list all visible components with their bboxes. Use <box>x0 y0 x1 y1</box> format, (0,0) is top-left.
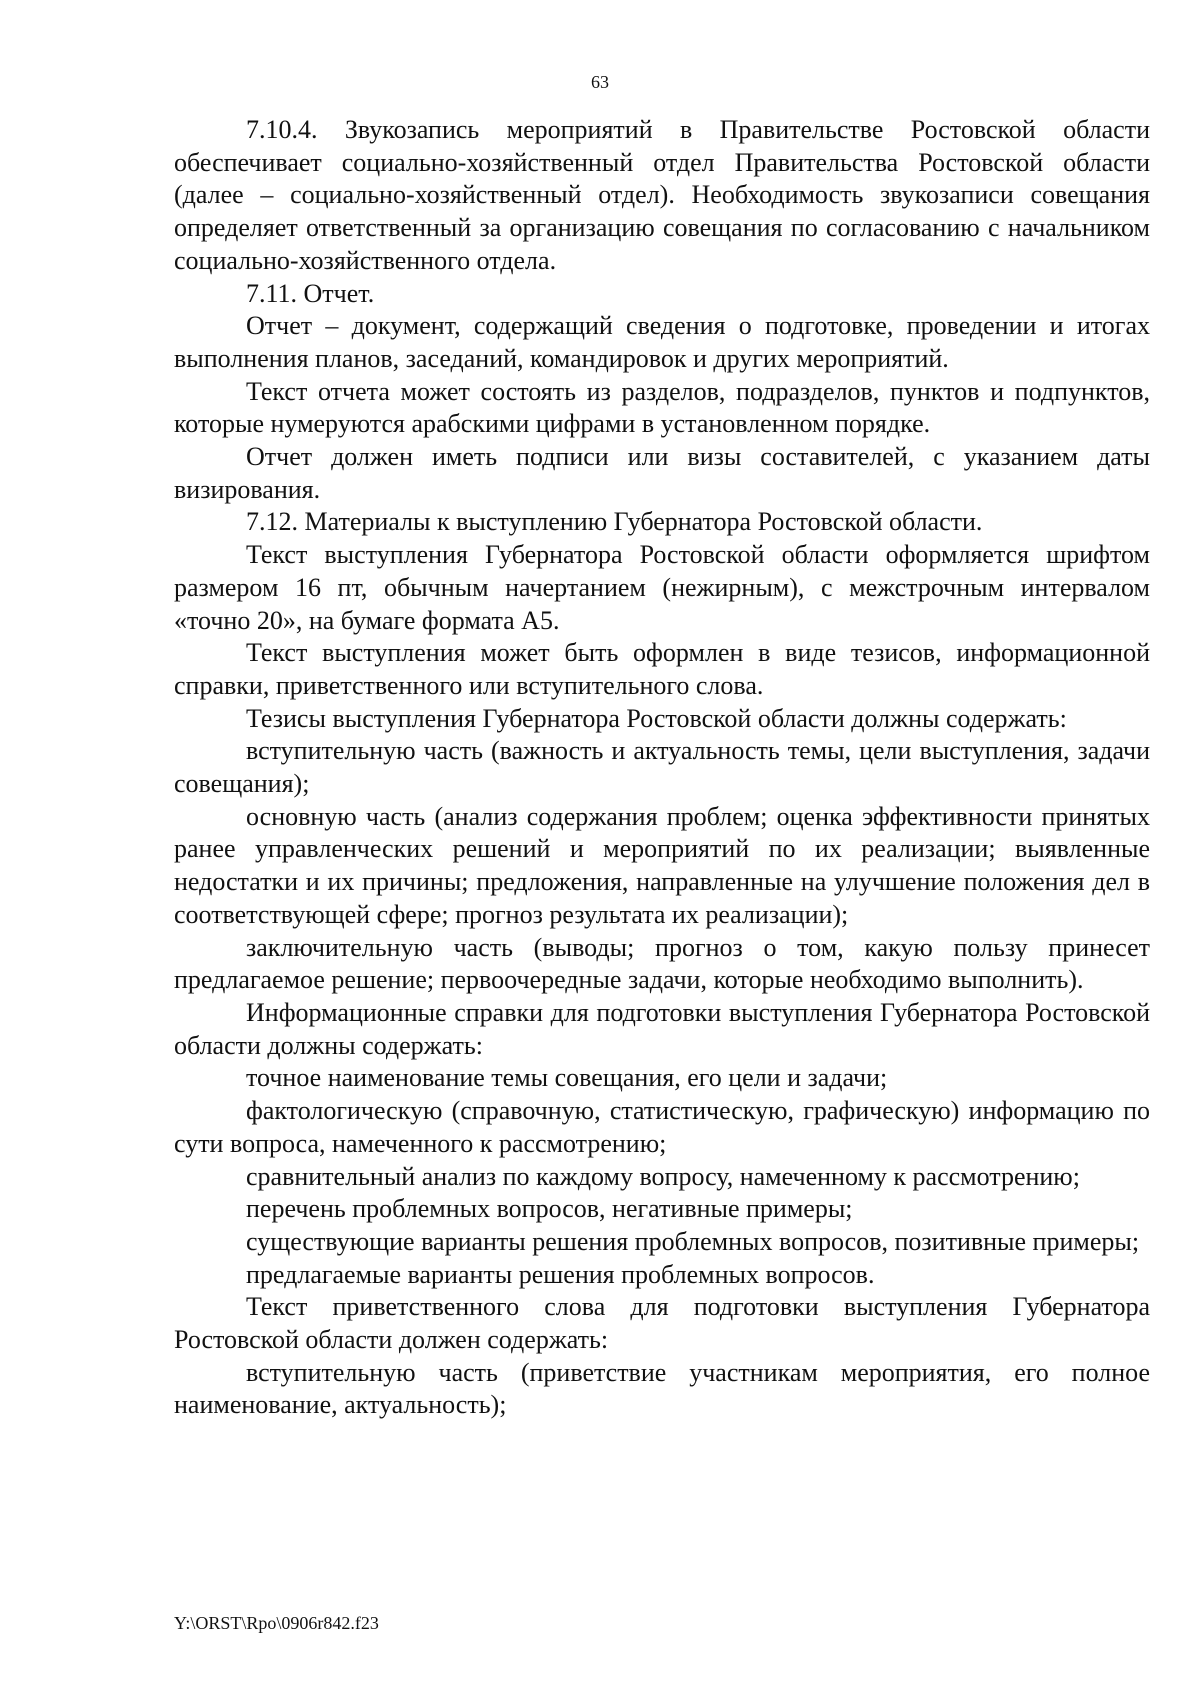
list-item-info-proposed-solutions: предлагаемые варианты решения проблемных вопросов. <box>246 1259 875 1289</box>
paragraph-report-signatures: Отчет должен иметь подписи или визы составителей, с указанием даты визирования. <box>174 442 1150 504</box>
list-item-info-existing-solutions: существующие варианты решения проблемных вопросов, позитивные примеры; <box>246 1226 1140 1256</box>
paragraph-report-structure: Текст отчета может состоять из разделов, подразделов, пунктов и подпунктов, которые нумеруются арабскими цифрами в установленном порядке. <box>174 376 1150 439</box>
paragraph-info-notes-intro: Информационные справки для подготовки выступления Губернатора Ростовской области должны содержать: <box>174 997 1150 1060</box>
document-body <box>174 114 1150 1422</box>
paragraph-7-10-4: 7.10.4. Звукозапись мероприятий в Правительстве Ростовской области обеспечивает социально-хозяйственный отдел Правительства Ростовской области (далее – социально-хозяйственный отдел). Необходимость звукозаписи совещания определяет ответственный за организацию совещания по согласованию с начальником социально-хозяйственного отдела. <box>174 115 1150 275</box>
footer-file-path: Y:\ORST\Rpo\0906r842.f23 <box>174 1613 379 1633</box>
list-item-info-topic: точное наименование темы совещания, его цели и задачи; <box>246 1063 888 1093</box>
list-item-theses-final-part: заключительную часть (выводы; прогноз о том, какую пользу принесет предлагаемое решение; первоочередные задачи, которые необходимо выполнить). <box>174 932 1150 995</box>
list-item-greeting-intro-part: вступительную часть (приветствие участникам мероприятия, его полное наименование, актуальность); <box>174 1357 1150 1420</box>
list-item-theses-intro-part: вступительную часть (важность и актуальность темы, цели выступления, задачи совещания); <box>174 736 1150 799</box>
paragraph-speech-forms: Текст выступления может быть оформлен в виде тезисов, информационной справки, приветственного или вступительного слова. <box>174 638 1150 700</box>
heading-7-11: 7.11. Отчет. <box>246 278 375 308</box>
heading-7-12: 7.12. Материалы к выступлению Губернатора Ростовской области. <box>246 507 983 537</box>
list-item-info-factual: фактологическую (справочную, статистическую, графическую) информацию по сути вопроса, намеченного к рассмотрению; <box>174 1096 1150 1158</box>
paragraph-theses-intro: Тезисы выступления Губернатора Ростовской области должны содержать: <box>246 703 1067 733</box>
paragraph-speech-format: Текст выступления Губернатора Ростовской области оформляется шрифтом размером 16 пт, обычным начертанием (нежирным), с межстрочным интервалом «точно 20», на бумаге формата А5. <box>174 540 1150 635</box>
list-item-info-problems: перечень проблемных вопросов, негативные примеры; <box>246 1194 853 1224</box>
paragraph-greeting-intro: Текст приветственного слова для подготовки выступления Губернатора Ростовской области должен содержать: <box>174 1292 1150 1355</box>
list-item-info-comparative: сравнительный анализ по каждому вопросу, намеченному к рассмотрению; <box>246 1161 1080 1191</box>
list-item-theses-main-part: основную часть (анализ содержания проблем; оценка эффективности принятых ранее управленческих решений и мероприятий по их реализации; выявленные недостатки и их причины; предложения, направленные на улучшение положения дел в соответствующей сфере; прогноз результата их реализации); <box>174 801 1150 929</box>
paragraph-report-definition: Отчет – документ, содержащий сведения о подготовке, проведении и итогах выполнения планов, заседаний, командировок и других мероприятий. <box>174 311 1150 373</box>
page-number: 63 <box>591 72 609 92</box>
